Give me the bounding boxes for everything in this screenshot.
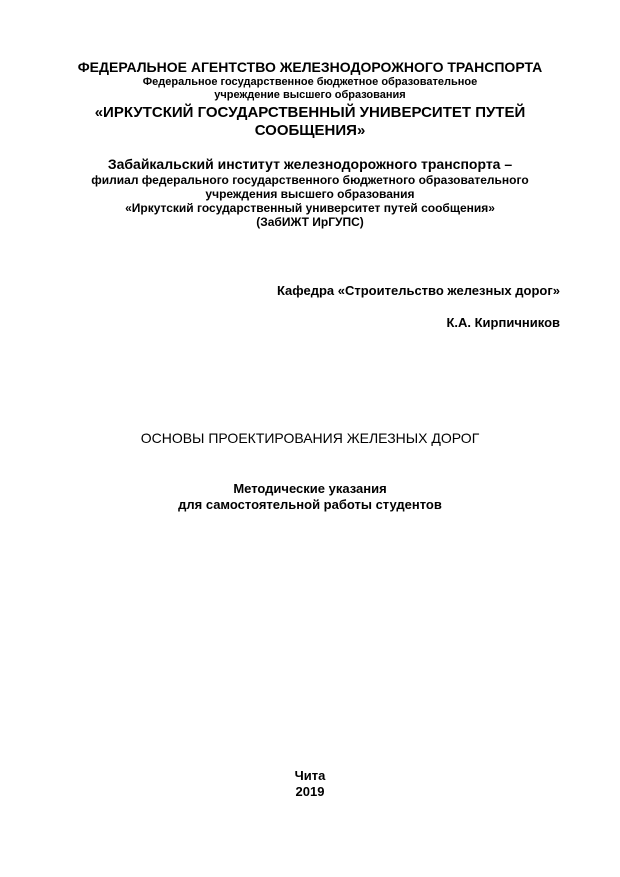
- branch-block: [40, 156, 580, 229]
- branch-name: Забайкальский институт железнодорожного транспорта –: [107, 156, 513, 172]
- department-name: Кафедра «Строительство железных дорог»: [276, 283, 560, 298]
- document-subtitle-block: [40, 481, 580, 513]
- branch-line3: учреждения высшего образования: [205, 187, 415, 201]
- institution-type-line2: учреждение высшего образования: [214, 89, 406, 101]
- university-name-line1: «ИРКУТСКИЙ ГОСУДАРСТВЕННЫЙ УНИВЕРСИТЕТ ПУТЕЙ: [94, 104, 526, 121]
- agency-name: ФЕДЕРАЛЬНОЕ АГЕНТСТВО ЖЕЛЕЗНОДОРОЖНОГО ТРАНСПОРТА: [77, 59, 543, 75]
- header-block: [40, 59, 580, 140]
- author-name: К.А. Кирпичников: [446, 315, 560, 330]
- document-type: Методические указания: [233, 481, 387, 496]
- city: Чита: [294, 768, 326, 783]
- document-audience: для самостоятельной работы студентов: [178, 497, 442, 512]
- university-name-line2: СООБЩЕНИЯ»: [254, 122, 366, 139]
- year: 2019: [295, 784, 325, 799]
- branch-abbreviation: (ЗабИЖТ ИрГУПС): [256, 215, 364, 229]
- document-title: ОСНОВЫ ПРОЕКТИРОВАНИЯ ЖЕЛЕЗНЫХ ДОРОГ: [140, 430, 480, 446]
- branch-line4: «Иркутский государственный университет путей сообщения»: [125, 201, 495, 215]
- document-title-block: [40, 430, 580, 447]
- branch-line2: филиал федерального государственного бюджетного образовательного: [91, 173, 529, 187]
- imprint-block: [40, 768, 580, 800]
- institution-type-line1: Федеральное государственное бюджетное образовательное: [142, 76, 478, 88]
